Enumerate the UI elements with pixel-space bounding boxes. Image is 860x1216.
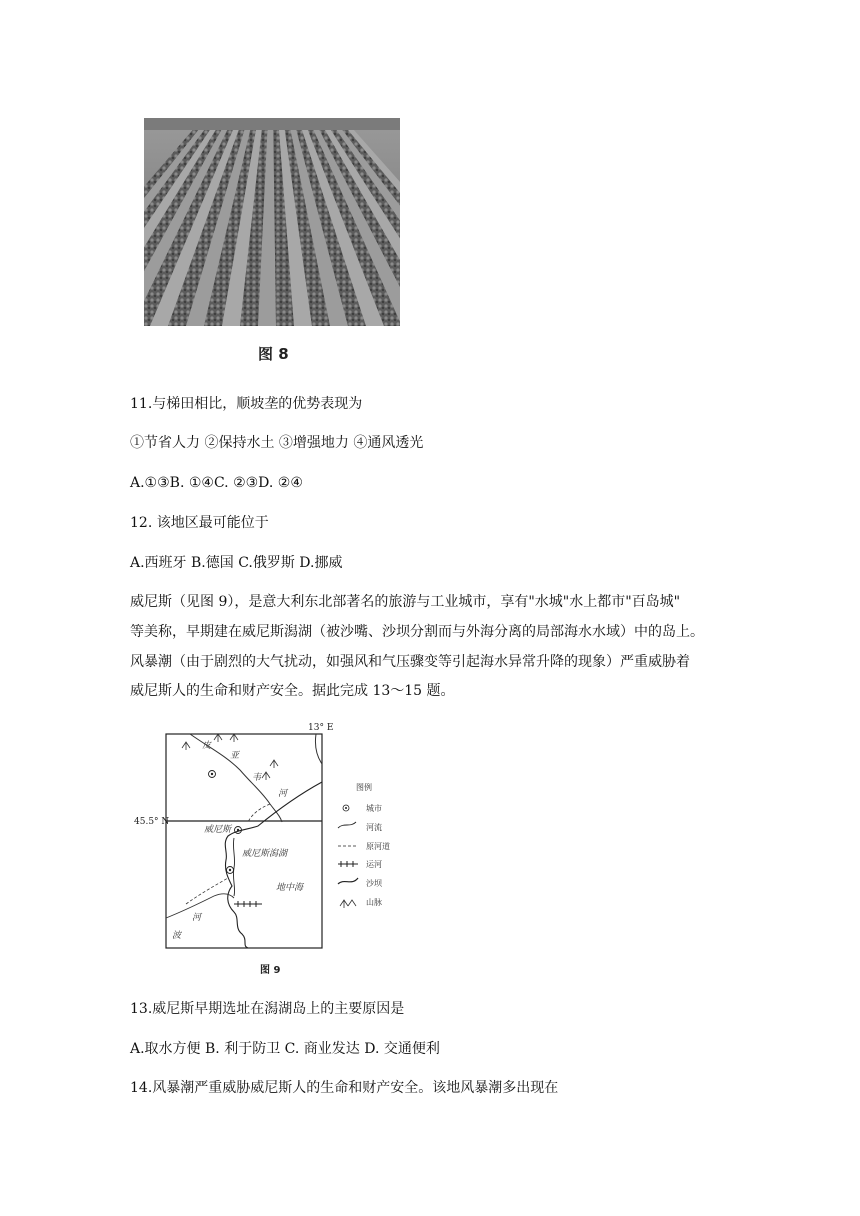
legend-sandbar: 沙坝 (366, 879, 382, 888)
latitude-label: 45.5° N (134, 817, 170, 827)
q11-items: ①节省人力 ②保持水土 ③增强地力 ④通风透光 (130, 435, 424, 451)
sea-label: 地中海 (276, 883, 304, 893)
coastline (225, 782, 322, 948)
vineyard-photo (144, 118, 400, 326)
figure-9-caption: 图 9 (260, 965, 281, 976)
q14-stem: 14.风暴潮严重威胁威尼斯人的生命和财产安全。该地风暴潮多出现在 (130, 1080, 559, 1096)
legend-title: 图例 (356, 783, 372, 792)
intro-line-4: 威尼斯人的生命和财产安全。据此完成 13～15 题。 (130, 683, 455, 699)
legend-city: 城市 (366, 804, 382, 813)
figure-8-caption: 图 8 (258, 345, 289, 363)
city-icon (209, 771, 242, 874)
legend-old-river: 原河道 (366, 842, 390, 851)
lagoon-label: 威尼斯潟湖 (242, 849, 288, 859)
sandbar (233, 838, 234, 896)
q11-stem: 11.与梯田相比，顺坡垄的优势表现为 (130, 396, 363, 412)
map-frame (166, 734, 322, 948)
intro-line-2: 等美称，早期建在威尼斯潟湖（被沙嘴、沙坝分割而与外海分离的局部海水水域）中的岛上。 (130, 624, 704, 640)
piave-label-2: 亚 (230, 751, 240, 761)
legend-mountain: 山脉 (366, 898, 382, 907)
intro-line-1: 威尼斯（见图 9），是意大利东北部著名的旅游与工业城市，享有"水城"水上都市"百岛城" (130, 594, 681, 610)
venice-map (130, 718, 430, 982)
piave-label-1: 皮 (202, 741, 212, 751)
river-ne (315, 734, 322, 764)
q12-stem: 12. 该地区最可能位于 (130, 515, 269, 531)
q13-stem: 13.威尼斯早期选址在潟湖岛上的主要原因是 (130, 1001, 405, 1017)
intro-line-3: 风暴潮（由于剧烈的大气扰动，如强风和气压骤变等引起海水异常升降的现象）严重威胁着 (130, 654, 690, 670)
longitude-label: 13° E (308, 723, 334, 733)
canal (234, 901, 262, 907)
q13-options: A.取水方便 B. 利于防卫 C. 商业发达 D. 交通便利 (130, 1041, 440, 1057)
legend-river: 河流 (366, 823, 382, 832)
q11-options: A.①③B. ①④C. ②③D. ②④ (130, 475, 303, 491)
venice-label: 威尼斯 (204, 825, 232, 835)
piave-label-4: 河 (278, 789, 288, 799)
old-po-course (186, 878, 228, 904)
po-label-2: 河 (192, 913, 202, 923)
map-legend (338, 782, 390, 908)
q12-options: A.西班牙 B.德国 C.俄罗斯 D.挪威 (130, 555, 343, 571)
po-label-1: 波 (172, 931, 182, 941)
legend-canal: 运河 (366, 860, 382, 869)
piave-label-3: 韦 (252, 773, 262, 783)
